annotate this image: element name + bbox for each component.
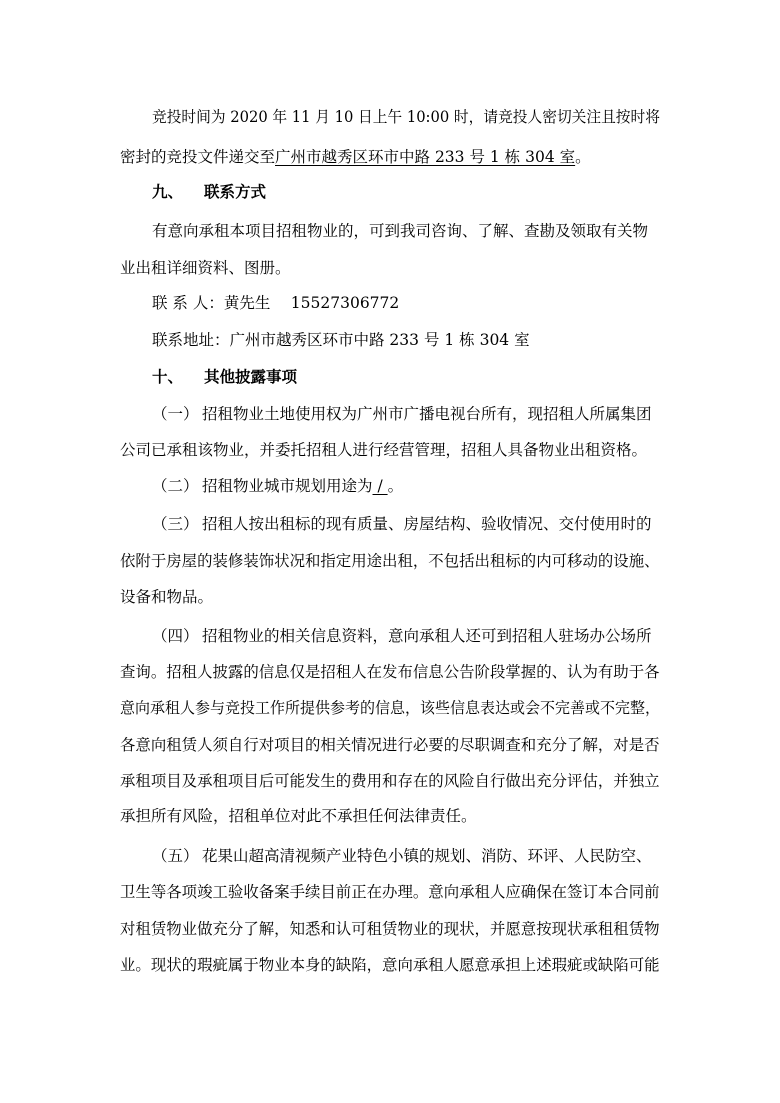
item-1-text: 招租物业土地使用权为广州市广播电视台所有，现招租人所属集团 [202,405,652,423]
item-2-number: （二） [152,477,199,495]
item-4-line-3: 意向承租人参与竞投工作所提供参考的信息，该些信息表达或会不完善或不完整， [120,699,660,717]
item-4-text: 招租物业的相关信息资料，意向承租人还可到招租人驻场办公场所 [202,627,652,645]
item-5-text: 花果山超高清视频产业特色小镇的规划、消防、环评、人民防空、 [202,847,652,865]
item-3-line-2: 依附于房屋的装修装饰状况和指定用途出租，不包括出租标的内可移动的设施、 [120,552,660,570]
section-10-heading [152,367,297,387]
planning-use-blank: / [372,477,388,495]
deadline-line-1: 竞投时间为 2020 年 11 月 10 日上午 10:00 时，请竞投人密切关注且按时将 [152,108,660,126]
item-4-line-2: 查询。招租人披露的信息仅是招租人在发布信息公告阶段掌握的、认为有助于各 [120,663,660,681]
section-10-title: 其他披露事项 [204,367,298,386]
item-5-line-2: 卫生等各项竣工验收备案手续目前正在办理。意向承租人应确保在签订本合同前 [120,883,660,901]
item-2-line-1 [152,476,403,496]
contact-address: 联系地址：广州市越秀区环市中路 233 号 1 栋 304 室 [152,331,530,349]
item-3-number: （三） [152,515,199,533]
item-5-line-1 [152,846,652,866]
item-4-line-5: 承租项目及承租项目后可能发生的费用和存在的风险自行做出充分评估，并独立 [120,772,660,790]
item-3-line-3: 设备和物品。 [120,588,214,606]
section-9-number: 九、 [152,182,184,201]
item-4-line-6: 承担所有风险，招租单位对此不承担任何法律责任。 [120,807,477,825]
item-4-number: （四） [152,627,199,645]
submission-address: 广州市越秀区环市中路 233 号 1 栋 304 室 [275,148,576,166]
item-2-text: 招租物业城市规划用途为 [202,477,373,495]
item-3-line-1 [152,514,652,534]
deadline-prefix: 密封的竞投文件递交至 [120,148,276,166]
item-5-line-4: 业。现状的瑕疵属于物业本身的缺陷，意向承租人愿意承担上述瑕疵或缺陷可能 [120,956,660,974]
item-4-line-1 [152,626,652,646]
section-10-number: 十、 [152,367,184,386]
contact-person: 联 系 人：黄先生 15527306772 [152,294,400,312]
item-5-line-3: 对租赁物业做充分了解，知悉和认可租赁物业的现状，并愿意按现状承租租赁物 [120,920,660,938]
section-9-title: 联系方式 [204,182,267,201]
section-9-para-line-1: 有意向承租本项目招租物业的，可到我司咨询、了解、查勘及领取有关物 [152,222,649,240]
section-9-heading [152,182,266,202]
item-1-number: （一） [152,405,199,423]
item-1-line-2: 公司已承租该物业，并委托招租人进行经营管理，招租人具备物业出租资格。 [120,441,648,459]
item-2-suffix: 。 [387,477,404,495]
deadline-suffix: 。 [575,148,591,166]
section-9-para-line-2: 业出租详细资料、图册。 [120,259,291,277]
item-3-text: 招租人按出租标的现有质量、房屋结构、验收情况、交付使用时的 [202,515,652,533]
item-1-line-1 [152,404,652,424]
item-5-number: （五） [152,847,199,865]
item-4-line-4: 各意向租赁人须自行对项目的相关情况进行必要的尽职调查和充分了解，对是否 [120,736,660,754]
deadline-line-2 [120,147,591,167]
